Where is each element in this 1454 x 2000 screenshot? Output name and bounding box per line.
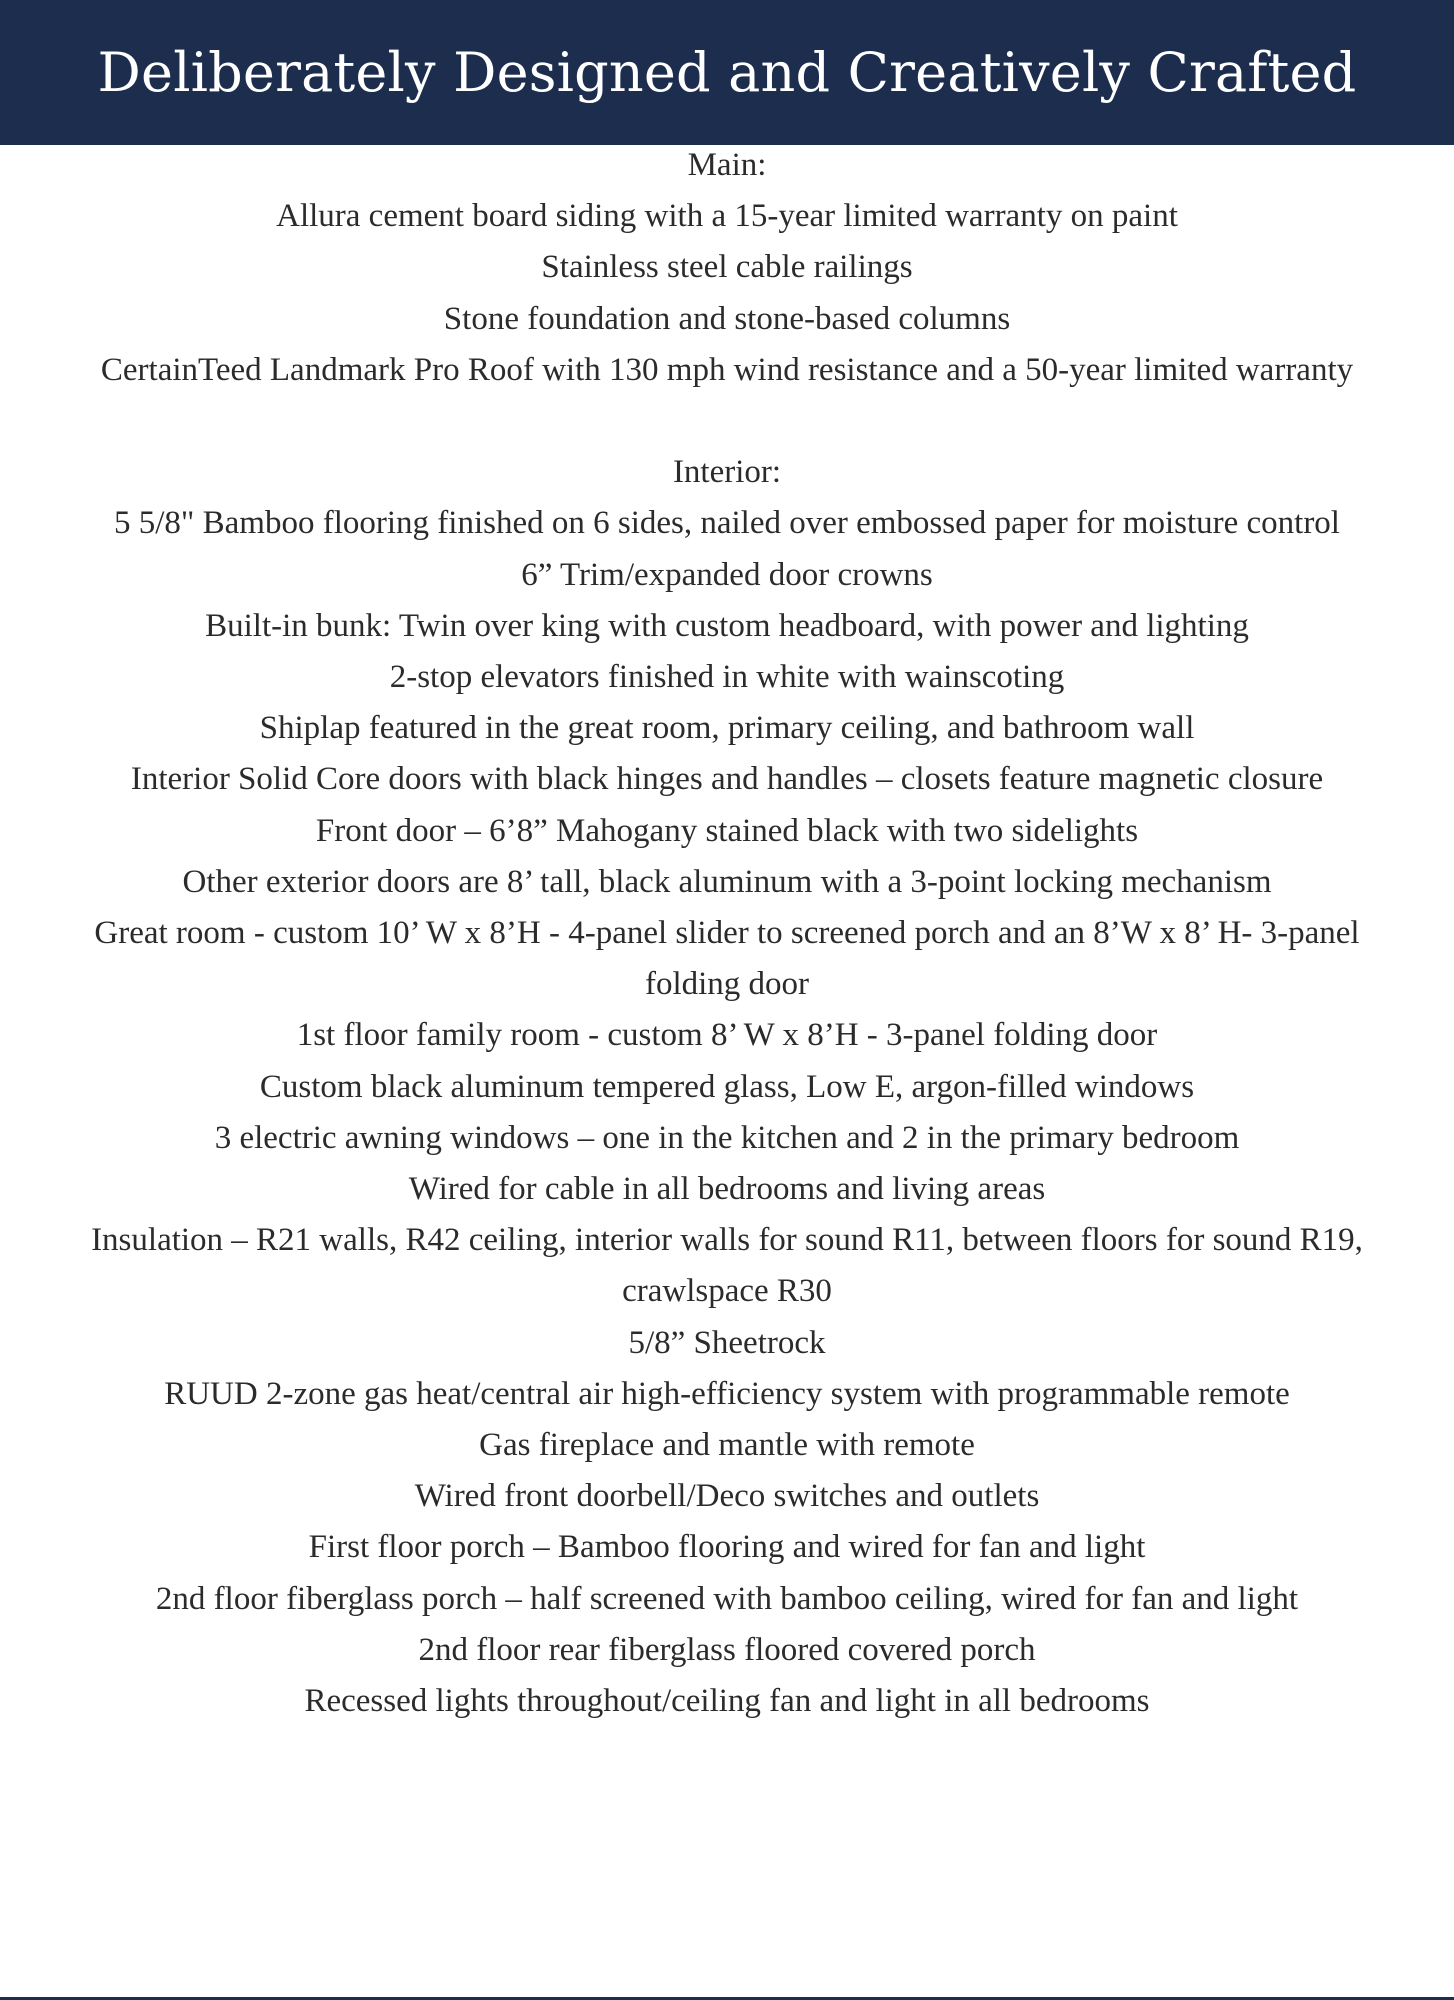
list-item: First floor porch – Bamboo flooring and wired for fan and light <box>308 1529 1146 1566</box>
list-item: Wired for cable in all bedrooms and living areas <box>408 1171 1046 1208</box>
list-item: 5/8” Sheetrock <box>628 1324 826 1361</box>
section-main <box>60 140 1394 396</box>
list-item: Recessed lights throughout/ceiling fan and light in all bedrooms <box>304 1683 1150 1720</box>
list-item: Shiplap featured in the great room, primary ceiling, and bathroom wall <box>259 710 1195 747</box>
list-item: 2nd floor fiberglass porch – half screened with bamboo ceiling, wired for fan and light <box>155 1580 1299 1617</box>
page-title: Deliberately Designed and Creatively Crafted <box>97 41 1357 104</box>
list-item: Stainless steel cable railings <box>541 249 913 286</box>
list-item: Insulation – R21 walls, R42 ceiling, interior walls for sound R11, between floors for sound R19, crawlspace R30 <box>91 1222 1363 1310</box>
list-item: Allura cement board siding with a 15-year limited warranty on paint <box>276 198 1178 235</box>
list-item: 1st floor family room - custom 8’ W x 8’H - 3-panel folding door <box>296 1017 1158 1054</box>
section-spacer <box>60 396 1394 447</box>
list-item: Stone foundation and stone-based columns <box>443 300 1011 337</box>
list-item: Gas fireplace and mantle with remote <box>479 1427 975 1464</box>
list-item: RUUD 2-zone gas heat/central air high-efficiency system with programmable remote <box>164 1375 1290 1412</box>
list-item: 6” Trim/expanded door crowns <box>521 556 933 593</box>
list-item: Wired front doorbell/Deco switches and outlets <box>414 1478 1040 1515</box>
section-title-main: Main: <box>687 147 767 183</box>
list-item: 2-stop elevators finished in white with wainscoting <box>389 659 1065 696</box>
list-item: Great room - custom 10’ W x 8’H - 4-panel slider to screened porch and an 8’W x 8’ H- 3-panel folding door <box>94 915 1360 1003</box>
list-item: Other exterior doors are 8’ tall, black aluminum with a 3-point locking mechanism <box>182 863 1272 900</box>
section-interior <box>60 447 1394 1727</box>
list-item: Built-in bunk: Twin over king with custom headboard, with power and lighting <box>205 607 1249 644</box>
list-item: 2nd floor rear fiberglass floored covered porch <box>418 1631 1036 1668</box>
list-item: CertainTeed Landmark Pro Roof with 130 mph wind resistance and a 50-year limited warranty <box>100 351 1354 388</box>
features-list <box>60 140 1394 1727</box>
list-item: 3 electric awning windows – one in the kitchen and 2 in the primary bedroom <box>214 1119 1240 1156</box>
list-item: Interior Solid Core doors with black hinges and handles – closets feature magnetic closure <box>130 761 1324 798</box>
list-item: Custom black aluminum tempered glass, Low E, argon-filled windows <box>259 1068 1195 1105</box>
list-item: Front door – 6’8” Mahogany stained black with two sidelights <box>315 812 1139 849</box>
section-title-interior: Interior: <box>672 454 782 491</box>
header-banner <box>0 0 1454 145</box>
list-item: 5 5/8" Bamboo flooring finished on 6 sides, nailed over embossed paper for moisture control <box>114 505 1340 542</box>
